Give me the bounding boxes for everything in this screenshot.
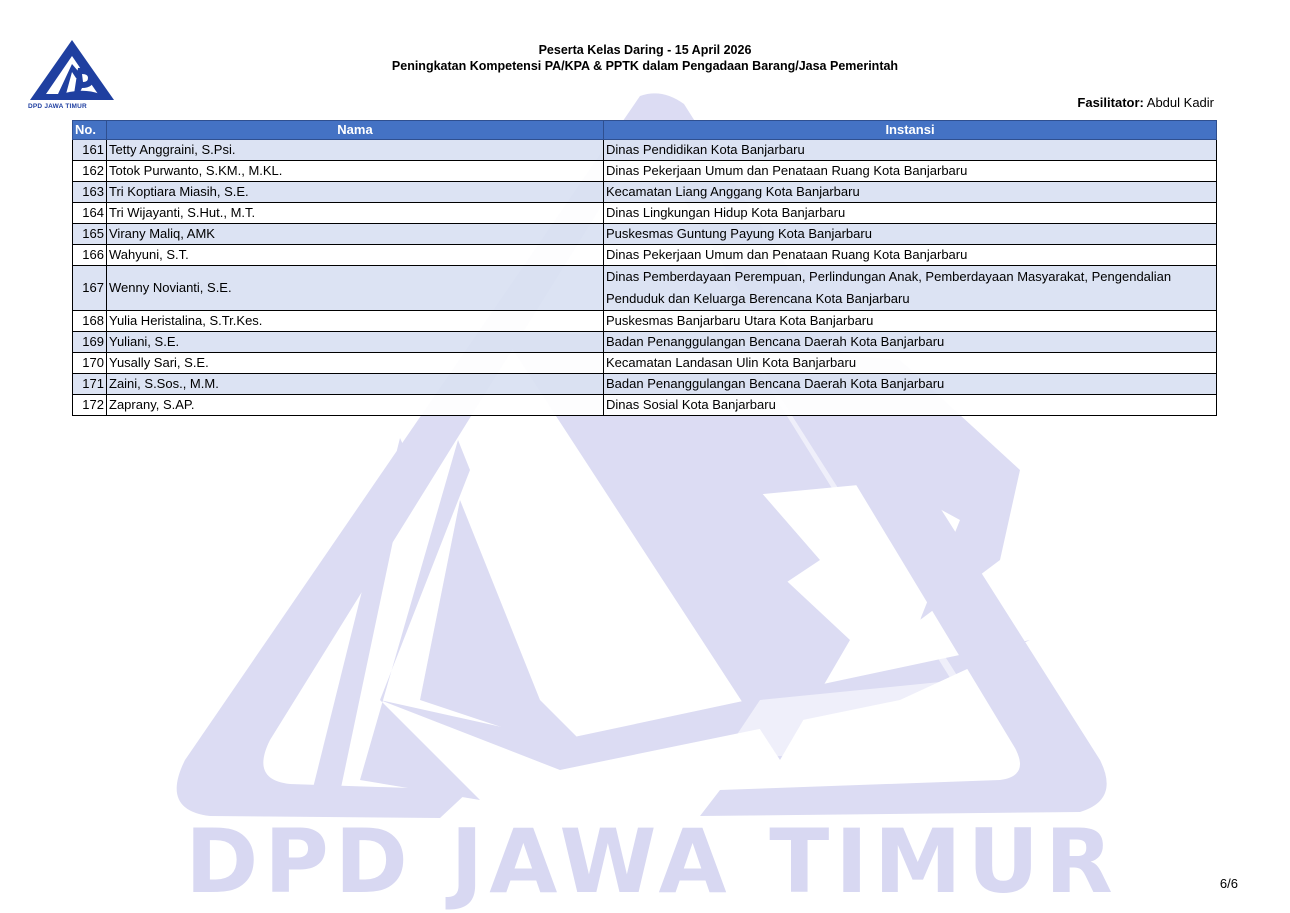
cell-instansi: Dinas Lingkungan Hidup Kota Banjarbaru bbox=[604, 203, 1217, 224]
cell-instansi: Dinas Pemberdayaan Perempuan, Perlindungan Anak, Pemberdayaan Masyarakat, Pengendalian Penduduk dan Keluarga Berencana Kota Banjarbaru bbox=[604, 266, 1217, 311]
cell-no: 166 bbox=[73, 245, 107, 266]
cell-instansi: Puskesmas Guntung Payung Kota Banjarbaru bbox=[604, 224, 1217, 245]
cell-no: 161 bbox=[73, 140, 107, 161]
table-row bbox=[73, 140, 1217, 161]
cell-nama: Yuliani, S.E. bbox=[107, 332, 604, 353]
cell-nama: Wahyuni, S.T. bbox=[107, 245, 604, 266]
facilitator-label: Fasilitator: bbox=[1077, 95, 1144, 110]
cell-nama: Zaprany, S.AP. bbox=[107, 395, 604, 416]
cell-nama: Totok Purwanto, S.KM., M.KL. bbox=[107, 161, 604, 182]
table-row bbox=[73, 245, 1217, 266]
cell-no: 162 bbox=[73, 161, 107, 182]
cell-instansi: Dinas Sosial Kota Banjarbaru bbox=[604, 395, 1217, 416]
table-row bbox=[73, 266, 1217, 311]
cell-nama: Zaini, S.Sos., M.M. bbox=[107, 374, 604, 395]
document-subtitle: Peningkatan Kompetensi PA/KPA & PPTK dalam Pengadaan Barang/Jasa Pemerintah bbox=[391, 59, 899, 73]
cell-no: 167 bbox=[73, 266, 107, 311]
cell-no: 172 bbox=[73, 395, 107, 416]
cell-nama: Wenny Novianti, S.E. bbox=[107, 266, 604, 311]
cell-no: 168 bbox=[73, 311, 107, 332]
logo-caption: DPD JAWA TIMUR bbox=[28, 103, 87, 110]
cell-no: 170 bbox=[73, 353, 107, 374]
participants-table bbox=[72, 120, 1217, 416]
cell-nama: Yusally Sari, S.E. bbox=[107, 353, 604, 374]
cell-nama: Tetty Anggraini, S.Psi. bbox=[107, 140, 604, 161]
cell-instansi: Dinas Pekerjaan Umum dan Penataan Ruang Kota Banjarbaru bbox=[604, 245, 1217, 266]
cell-instansi: Puskesmas Banjarbaru Utara Kota Banjarbaru bbox=[604, 311, 1217, 332]
table-row bbox=[73, 311, 1217, 332]
table-row bbox=[73, 203, 1217, 224]
table-row bbox=[73, 332, 1217, 353]
cell-no: 165 bbox=[73, 224, 107, 245]
facilitator-line bbox=[1077, 95, 1214, 110]
cell-nama: Tri Koptiara Miasih, S.E. bbox=[107, 182, 604, 203]
cell-instansi: Badan Penanggulangan Bencana Daerah Kota Banjarbaru bbox=[604, 374, 1217, 395]
column-header-no: No. bbox=[73, 121, 107, 140]
table-header-row bbox=[73, 121, 1217, 140]
cell-instansi: Badan Penanggulangan Bencana Daerah Kota Banjarbaru bbox=[604, 332, 1217, 353]
table-row bbox=[73, 182, 1217, 203]
cell-instansi: Dinas Pekerjaan Umum dan Penataan Ruang Kota Banjarbaru bbox=[604, 161, 1217, 182]
facilitator-name: Abdul Kadir bbox=[1146, 95, 1214, 110]
watermark-text: DPD JAWA TIMUR bbox=[185, 810, 1119, 913]
table-row bbox=[73, 161, 1217, 182]
cell-no: 171 bbox=[73, 374, 107, 395]
cell-nama: Yulia Heristalina, S.Tr.Kes. bbox=[107, 311, 604, 332]
document-title: Peserta Kelas Daring - 15 April 2026 bbox=[538, 43, 752, 57]
cell-instansi: Kecamatan Landasan Ulin Kota Banjarbaru bbox=[604, 353, 1217, 374]
column-header-instansi: Instansi bbox=[604, 121, 1217, 140]
table-row bbox=[73, 224, 1217, 245]
cell-no: 169 bbox=[73, 332, 107, 353]
table-row bbox=[73, 374, 1217, 395]
column-header-nama: Nama bbox=[107, 121, 604, 140]
cell-nama: Virany Maliq, AMK bbox=[107, 224, 604, 245]
cell-nama: Tri Wijayanti, S.Hut., M.T. bbox=[107, 203, 604, 224]
cell-no: 163 bbox=[73, 182, 107, 203]
cell-no: 164 bbox=[73, 203, 107, 224]
cell-instansi: Dinas Pendidikan Kota Banjarbaru bbox=[604, 140, 1217, 161]
document-header bbox=[0, 42, 1290, 74]
table-row bbox=[73, 395, 1217, 416]
cell-instansi: Kecamatan Liang Anggang Kota Banjarbaru bbox=[604, 182, 1217, 203]
table-row bbox=[73, 353, 1217, 374]
page-indicator: 6/6 bbox=[1219, 876, 1238, 891]
